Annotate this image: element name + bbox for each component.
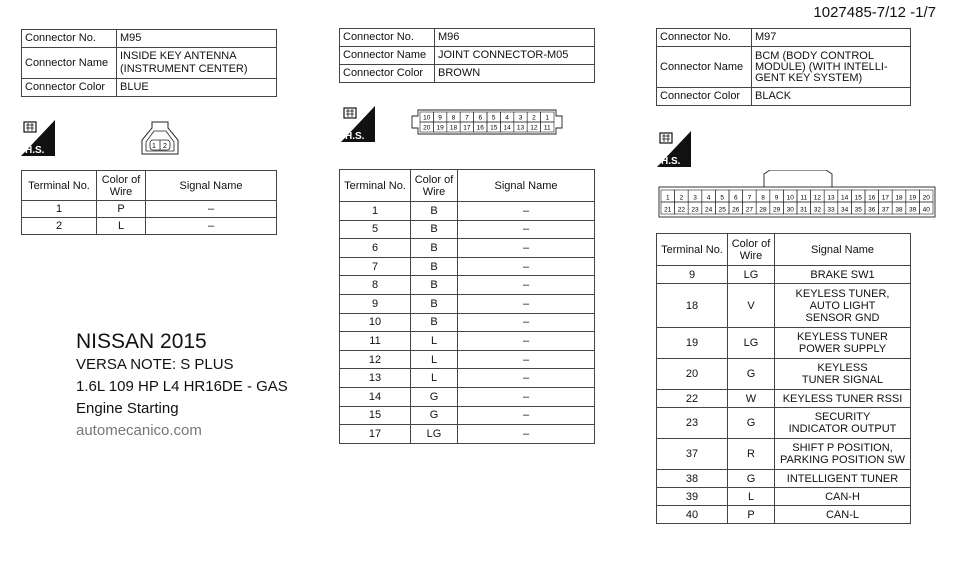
m97-connector-face [658,170,938,220]
pin-number: 29 [772,206,781,214]
pin-number: 19 [908,194,917,202]
signal-name-header: Signal Name [458,170,595,202]
connector-no-label: Connector No. [657,29,752,47]
pin-number: 34 [840,206,849,214]
pin-number: 2 [679,194,684,202]
pin-number: 31 [800,206,808,214]
pin-number: 24 [704,206,713,214]
terminal-no: 10 [340,313,411,332]
vehicle-engine: 1.6L 109 HP L4 HR16DE - GAS [76,378,288,395]
terminal-no: 22 [657,390,728,408]
m97-name-line: MODULE) (WITH INTELLI- [755,60,888,73]
pin-number: 3 [518,114,523,122]
terminal-no: 12 [340,350,411,369]
signal-name-line: SECURITY [814,411,871,423]
signal-name-line: KEYLESS TUNER [797,331,888,343]
pin-number: 39 [908,206,917,214]
terminal-no: 1 [22,201,97,218]
pin-number: 3 [693,194,697,202]
pin-number: 15 [490,124,498,132]
wire-color: L [411,332,458,351]
wire-color: B [411,313,458,332]
hs-label: H.S. [345,131,365,142]
pin-number: 25 [718,206,726,214]
wire-color: W [728,390,775,408]
pin-number: 13 [516,124,525,132]
table-row [340,387,595,406]
wire-color: B [411,257,458,276]
wire-color: R [728,439,775,470]
pin-number: 12 [530,124,538,132]
color-of-wire-header [97,171,146,201]
pin-number: 4 [706,194,711,202]
signal-name-line: INTELLIGENT TUNER [786,472,899,485]
table-row [340,425,595,444]
table-row [657,439,911,470]
pin-number: 5 [491,114,496,122]
m95-name-line: (INSTRUMENT CENTER) [120,63,248,75]
signal-name-line: AUTO LIGHT [809,299,876,312]
pin-number: 10 [423,114,431,122]
m95-connector-name [117,48,277,79]
terminal-no: 20 [657,359,728,390]
pin-number: 18 [449,124,458,132]
signal-name: – [458,202,595,221]
signal-name-line: KEYLESS [817,362,868,374]
color-of-wire-header [411,170,458,202]
m95-connector-info [21,29,277,97]
m95-connector-no: M95 [117,30,277,48]
connector-color-label: Connector Color [22,79,117,97]
vehicle-model: VERSA NOTE: S PLUS [76,356,234,373]
pin-number: 7 [465,114,469,122]
terminal-no: 37 [657,439,728,470]
signal-name-line: INDICATOR OUTPUT [788,423,897,435]
signal-name [775,439,911,470]
terminal-no-header: Terminal No. [22,171,97,201]
terminal-no: 23 [657,408,728,439]
signal-name [775,506,911,524]
pin-number: 26 [732,206,740,214]
document-id: 1027485-7/12 -1/7 [813,4,936,21]
wire-color: L [728,488,775,506]
table-row [340,202,595,221]
wire-color: B [411,294,458,313]
signal-name: – [458,220,595,239]
pin-number: 8 [761,194,765,202]
table-row [22,201,277,218]
m97-connector-name [752,47,911,88]
pin-number: 1 [545,114,550,122]
pin-number: 4 [505,114,509,122]
pin-number: 9 [774,194,779,202]
pin-number: 19 [436,124,444,132]
m97-terminal-table [656,233,911,524]
pin-number: 20 [922,194,930,202]
signal-name-line: CAN-H [825,490,860,503]
table-row [340,369,595,388]
wire-color: L [411,369,458,388]
harness-side-icon [21,120,55,156]
signal-name-line: PARKING POSITION SW [779,454,906,466]
wire-color: G [728,470,775,488]
m97-connector-no: M97 [752,29,911,47]
pin-number: 6 [478,114,483,122]
signal-name-line: KEYLESS TUNER, [795,287,890,300]
m95-terminal-table [21,170,277,235]
table-row [657,390,911,408]
terminal-no: 19 [657,328,728,359]
m97-name-line: GENT KEY SYSTEM) [755,71,863,84]
terminal-no: 17 [340,425,411,444]
signal-name-line: CAN-L [825,508,859,521]
pin-number: 35 [854,206,862,214]
signal-name [775,390,911,408]
terminal-no: 18 [657,284,728,328]
table-row [340,350,595,369]
terminal-no: 2 [22,218,97,235]
signal-name-line: BRAKE SW1 [810,268,875,281]
pin-number: 38 [895,206,903,214]
table-row [657,359,911,390]
terminal-no: 13 [340,369,411,388]
signal-name: – [458,350,595,369]
section-name: Engine Starting [76,400,179,417]
terminal-no: 6 [340,239,411,258]
m96-connector-no: M96 [435,29,595,47]
terminal-no-header: Terminal No. [340,170,411,202]
terminal-no: 9 [340,294,411,313]
table-row [657,408,911,439]
signal-name-line: SHIFT P POSITION, [792,442,893,454]
source-site: automecanico.com [76,422,202,439]
wire-color: P [728,506,775,524]
signal-name-header: Signal Name [775,234,911,266]
signal-name [775,284,911,328]
m95-connector-color: BLUE [117,79,277,97]
terminal-no: 38 [657,470,728,488]
wire-color: LG [411,425,458,444]
harness-side-icon [341,106,375,142]
m96-connector-color: BROWN [435,65,595,83]
m95-name-line: INSIDE KEY ANTENNA [120,50,237,62]
pin-number: 8 [451,114,456,122]
signal-name-line: TUNER SIGNAL [801,374,884,386]
signal-name [775,408,911,439]
wire-color: L [411,350,458,369]
signal-name [775,359,911,390]
signal-name: – [458,294,595,313]
terminal-no-header: Terminal No. [657,234,728,266]
table-row [22,218,277,235]
m96-connector-info [339,28,595,83]
table-row [657,266,911,284]
header-line: Wire [109,185,133,198]
pin-number: 1 [665,194,670,202]
m97-connector-info [656,28,911,106]
terminal-no: 7 [340,257,411,276]
terminal-no: 40 [657,506,728,524]
signal-name: – [458,276,595,295]
connector-color-label: Connector Color [657,88,752,106]
signal-name: – [458,425,595,444]
pin-number: 23 [691,206,699,214]
table-row [340,313,595,332]
signal-name: – [458,257,595,276]
pin-number: 17 [463,124,471,132]
wire-color: B [411,220,458,239]
signal-name [775,470,911,488]
connector-color-label: Connector Color [340,65,435,83]
pin-number: 30 [786,206,794,214]
terminal-no: 11 [340,332,411,351]
wire-color: LG [728,328,775,359]
wire-color: LG [728,266,775,284]
table-row [657,470,911,488]
wire-color: G [411,387,458,406]
signal-name-header: Signal Name [146,171,277,201]
m96-terminal-table [339,169,595,444]
table-row [340,406,595,425]
pin-number: 17 [881,194,890,202]
pin-number: 15 [854,194,862,202]
signal-name-line: POWER SUPPLY [798,343,887,355]
signal-name: – [458,313,595,332]
vehicle-make-year: NISSAN 2015 [76,330,207,353]
terminal-no: 5 [340,220,411,239]
m96-connector-name: JOINT CONNECTOR-M05 [435,47,595,65]
pin-number: 37 [881,206,890,214]
m97-name-line: BCM (BODY CONTROL [755,49,874,62]
signal-name: – [458,406,595,425]
signal-name: – [458,369,595,388]
header-line: Color of [101,173,141,186]
m95-pin: 1 [152,143,156,150]
pin-number: 13 [827,194,835,202]
header-line: Wire [739,249,763,262]
connector-no-label: Connector No. [22,30,117,48]
table-row [340,257,595,276]
m95-pin: 2 [163,143,167,150]
terminal-no: 1 [340,202,411,221]
color-of-wire-header [728,234,775,266]
vehicle-title-block [76,330,288,442]
table-row [340,332,595,351]
pin-number: 32 [813,206,822,214]
pin-number: 10 [786,194,794,202]
header-line: Color of [414,173,454,186]
terminal-no: 15 [340,406,411,425]
signal-name: – [458,387,595,406]
table-row [657,284,911,328]
pin-number: 33 [827,206,835,214]
table-row [340,239,595,258]
pin-number: 18 [895,194,903,202]
pin-number: 14 [503,124,511,132]
table-row [657,328,911,359]
pin-number: 16 [868,194,876,202]
pin-number: 36 [868,206,876,214]
wire-color: G [411,406,458,425]
table-row [340,276,595,295]
signal-name [775,328,911,359]
wire-color: B [411,202,458,221]
m97-connector-color: BLACK [752,88,911,106]
table-row [657,506,911,524]
pin-number: 5 [720,194,725,202]
terminal-no: 8 [340,276,411,295]
connector-name-label: Connector Name [657,47,752,88]
m96-connector-face [410,108,564,136]
table-row [340,220,595,239]
wire-color: G [728,408,775,439]
terminal-no: 39 [657,488,728,506]
signal-name: – [146,218,277,235]
header-line: Wire [422,185,446,198]
pin-number: 16 [476,124,484,132]
harness-side-icon [657,131,691,167]
signal-name: – [146,201,277,218]
header-line: Color of [731,237,771,250]
m95-connector-face [138,118,182,156]
wire-color: L [97,218,146,235]
signal-name-line: KEYLESS TUNER RSSI [782,392,903,405]
pin-number: 7 [747,194,752,202]
table-row [657,488,911,506]
hs-label: H.S. [25,145,45,156]
table-row [340,294,595,313]
pin-number: 6 [733,194,738,202]
pin-number: 22 [677,206,686,214]
signal-name: – [458,332,595,351]
wire-color: P [97,201,146,218]
pin-number: 21 [664,206,672,214]
signal-name [775,266,911,284]
signal-name: – [458,239,595,258]
wire-color: G [728,359,775,390]
pin-number: 11 [543,124,551,132]
pin-number: 14 [840,194,849,202]
pin-number: 2 [532,114,536,122]
pin-number: 9 [438,114,442,122]
terminal-no: 14 [340,387,411,406]
signal-name [775,488,911,506]
connector-no-label: Connector No. [340,29,435,47]
wire-color: V [728,284,775,328]
pin-number: 20 [423,124,431,132]
wire-color: B [411,239,458,258]
pin-number: 28 [759,206,767,214]
connector-name-label: Connector Name [340,47,435,65]
connector-name-label: Connector Name [22,48,117,79]
pin-number: 12 [813,194,822,202]
pin-number: 11 [800,194,808,202]
wire-color: B [411,276,458,295]
terminal-no: 9 [657,266,728,284]
hs-label: H.S. [661,156,681,167]
pin-number: 40 [922,206,930,214]
pin-number: 27 [745,206,754,214]
signal-name-line: SENSOR GND [805,311,880,324]
